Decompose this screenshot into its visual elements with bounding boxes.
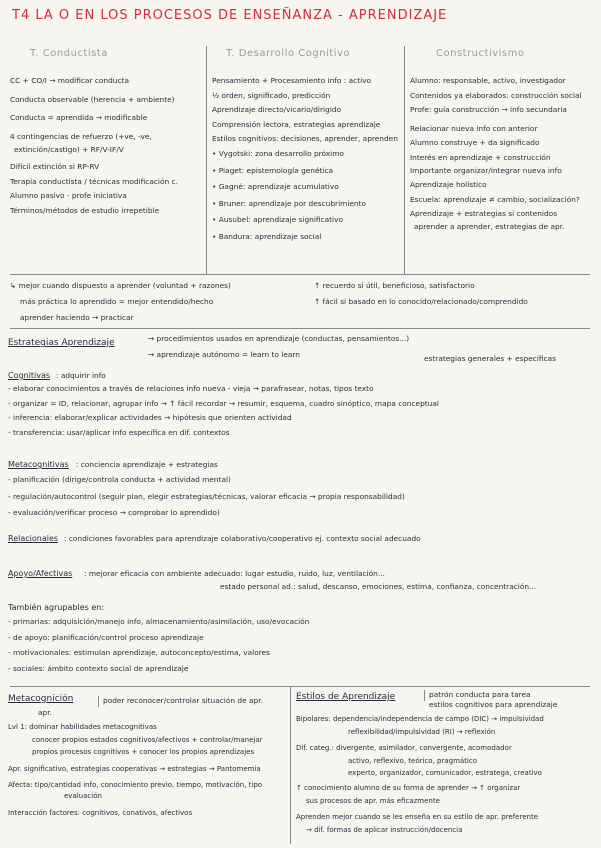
conductismo-list xyxy=(10,76,202,216)
tambien-item: - motivacionales: estimulan aprendizaje, autoconcepto/estima, valores xyxy=(8,648,270,658)
constructivismo-line: Escuela: aprendizaje ≠ cambio, socialización? xyxy=(410,194,580,204)
estilos-item: Aprenden mejor cuando se les enseña en su estilo de apr. preferente xyxy=(296,813,539,822)
cognitivo-heading: T. Desarrollo Cognitivo xyxy=(226,48,351,59)
estrategias-definition: → procedimientos usados en aprendizaje (conductas, pensamientos...) xyxy=(148,334,410,343)
page-title: T4 LA O EN LOS PROCESOS DE ENSEÑANZA - APRENDIZAJE xyxy=(12,8,448,23)
cognitivo-line: Pensamiento + Procesamiento info : activo xyxy=(212,76,372,85)
estrategias-note: estrategias generales + específicas xyxy=(424,354,557,363)
section-divider xyxy=(10,274,590,275)
constructivismo-line: Relacionar nueva info con anterior xyxy=(410,123,538,133)
metacognicion-item: conocer propios estados cognitivos/afectivos + controlar/manejar xyxy=(32,735,263,744)
metacognitivas-heading: Metacognitivas xyxy=(8,460,69,469)
cognitivo-line: • Bandura: aprendizaje social xyxy=(212,231,322,241)
conductismo-line: Términos/métodos de estudio irrepetible xyxy=(10,205,160,215)
estilos-list xyxy=(296,714,544,835)
summary-left-line: aprender haciendo → practicar xyxy=(20,313,134,322)
estilos-item: → dif. formas de aplicar instrucción/docencia xyxy=(306,825,463,834)
estilos-definition: estilos cognitivos para aprendizaje xyxy=(429,700,558,709)
metacognicion-item: Interacción factores: cognitivos, conativos, afectivos xyxy=(8,808,193,817)
column-divider xyxy=(404,46,405,274)
estrategias-definition: → aprendizaje autónomo = learn to learn xyxy=(148,350,300,359)
tambien-heading: También agrupables en: xyxy=(8,603,105,612)
tambien-item: - primarias: adquisición/manejo info, almacenamiento/asimilación, uso/evocación xyxy=(8,617,310,626)
summary-left-line: ↳ mejor cuando dispuesto a aprender (voluntad + razones) xyxy=(10,281,231,290)
cognitivas-list xyxy=(8,384,439,438)
cognitivo-line: Comprensión lectora, estrategias aprendizaje xyxy=(212,119,381,129)
conductismo-line: extinción/castigo) + RF/V-IF/V xyxy=(14,145,124,155)
metacognicion-list xyxy=(8,722,263,818)
estilos-definition: patrón conducta para tarea xyxy=(424,690,531,701)
cognitivas-definition: : adquirir info xyxy=(56,371,106,380)
column-divider xyxy=(206,46,207,274)
conductismo-line: Alumno pasivo - profe iniciativa xyxy=(10,191,127,201)
metacognitivas-item: - planificación (dirige/controla conducta + actividad mental) xyxy=(8,475,231,484)
conductismo-line: Conducta = aprendida → modificable xyxy=(10,113,148,123)
summary-left-line: más práctica lo aprendido = mejor entendido/hecho xyxy=(20,297,214,306)
summary-right-line: ↑ recuerdo si útil, beneficioso, satisfactorio xyxy=(314,281,475,290)
cognitivo-line: Aprendizaje directo/vicario/dirigido xyxy=(212,105,342,115)
apoyo-definition: estado personal ad.: salud, descanso, emociones, estima, confianza, concentración... xyxy=(220,582,537,591)
estrategias-heading: Estrategias Aprendizaje xyxy=(8,338,115,348)
metacognicion-item: evaluación xyxy=(64,791,102,800)
apoyo-definition: : mejorar eficacia con ambiente adecuado: lugar estudio, ruido, luz, ventilación... xyxy=(84,569,385,578)
metacognicion-item: Apr. significativo, estrategias cooperativas → estrategias → Pantomemia xyxy=(8,764,261,773)
constructivismo-heading: Constructivismo xyxy=(436,48,525,59)
tambien-item: - de apoyo: planificación/control proceso aprendizaje xyxy=(8,632,204,642)
constructivismo-line: Contenidos ya elaborados: construcción social xyxy=(410,90,582,100)
cognitivas-item: - elaborar conocimientos a través de relaciones info nueva - vieja → parafrasear, notas, tipos texto xyxy=(8,384,374,393)
constructivismo-line: Aprendizaje + estrategias si contenidos xyxy=(410,209,558,219)
cognitivo-line: • Piaget: epistemología genética xyxy=(212,165,334,175)
constructivismo-line: Alumno: responsable, activo, investigador xyxy=(410,76,566,85)
metacognicion-item: Afecta: tipo/cantidad info, conocimiento previo, tiempo, motivación, tipo xyxy=(8,781,263,790)
constructivismo-list xyxy=(410,76,598,233)
cognitivas-item: - organizar = ID, relacionar, agrupar info → ↑ fácil recordar → resumir, esquema, cuadro sinóptico, mapa conceptual xyxy=(8,398,439,408)
conductismo-line: Conducta observable (herencia + ambiente) xyxy=(10,94,175,104)
cognitivo-line: ½ orden, significado, predicción xyxy=(212,90,331,100)
cognitivo-line: • Ausubel: aprendizaje significativo xyxy=(212,215,343,225)
metacognicion-item: Lvl 1: dominar habilidades metacognitivas xyxy=(8,723,157,731)
conductismo-line: 4 contingencias de refuerzo (+ve, -ve, xyxy=(10,131,152,141)
constructivismo-line: aprender a aprender, estrategias de apr. xyxy=(414,221,565,231)
conductismo-line: Difícil extinción si RP-RV xyxy=(10,161,100,171)
estilos-item: ↑ conocimiento alumno de su forma de aprender → ↑ organizar xyxy=(296,783,521,792)
estilos-item: sus procesos de apr. más eficazmente xyxy=(306,796,440,805)
column-divider xyxy=(290,686,291,844)
estilos-item: experto, organizador, comunicador, estratega, creativo xyxy=(348,769,542,778)
cognitivo-line: Estilos cognitivos: decisiones, aprender, aprenden xyxy=(212,134,398,144)
estilos-item: activo, reflexivo, teórico, pragmático xyxy=(348,756,478,765)
conductismo-line: CC + CO/I → modificar conducta xyxy=(10,76,129,85)
constructivismo-line: Alumno construye + da significado xyxy=(410,138,540,148)
constructivismo-line: Importante organizar/integrar nueva info xyxy=(410,165,562,175)
metacognicion-item: propios procesos cognitivos + conocer los propios aprendizajes xyxy=(32,748,255,757)
relacionales-definition: : condiciones favorables para aprendizaje colaborativo/cooperativo ej. contexto social adecuado xyxy=(64,534,421,543)
cognitivo-line: • Vygotski: zona desarrollo próximo xyxy=(212,148,344,158)
summary-right-line: ↑ fácil si basado en lo conocido/relacionado/comprendido xyxy=(314,297,528,306)
estilos-item: Bipolares: dependencia/independencia de campo (DIC) → impulsividad xyxy=(296,715,544,723)
constructivismo-line: Interés en aprendizaje + construcción xyxy=(410,152,551,162)
metacognicion-definition: poder reconocer/controlar situación de apr. xyxy=(98,696,263,707)
section-divider xyxy=(10,328,590,329)
conductismo-line: Terapia conductista / técnicas modificación c. xyxy=(10,176,178,186)
cognitivas-heading: Cognitivas xyxy=(8,371,51,380)
tambien-item: - sociales: ámbito contexto social de aprendizaje xyxy=(8,663,189,673)
cognitivas-item: - transferencia: usar/aplicar info específica en dif. contextos xyxy=(8,427,230,437)
section-divider xyxy=(10,686,590,687)
cognitivo-line: • Bruner: aprendizaje por descubrimiento xyxy=(212,198,367,208)
constructivismo-line: Profe: guía construcción → info secundaria xyxy=(410,105,567,115)
constructivismo-line: Aprendizaje holístico xyxy=(410,180,487,190)
estilos-heading: Estilos de Aprendizaje xyxy=(296,692,396,702)
tambien-list xyxy=(8,617,309,674)
metacognitivas-item: - regulación/autocontrol (seguir plan, elegir estrategias/técnicas, valorar eficacia → propia responsabilidad) xyxy=(8,491,405,501)
metacognitivas-item: - evaluación/verificar proceso → comprobar lo aprendido) xyxy=(8,508,220,518)
relacionales-heading: Relacionales xyxy=(8,534,59,543)
metacognitivas-definition: : conciencia aprendizaje + estrategias xyxy=(76,460,218,469)
apoyo-heading: Apoyo/Afectivas xyxy=(8,569,73,578)
metacognicion-heading: Metacognición xyxy=(8,694,74,704)
estilos-item: reflexibilidad/impulsividad (RI) → reflexión xyxy=(348,727,496,736)
conductismo-heading: T. Conductista xyxy=(30,48,108,59)
cognitivo-list xyxy=(212,76,402,243)
metacognitivas-list xyxy=(8,475,405,519)
estilos-item: Dif. categ.: divergente, asimilador, convergente, acomodador xyxy=(296,744,512,753)
metacognicion-sub: apr. xyxy=(38,708,52,717)
cognitivo-line: • Gagné: aprendizaje acumulativo xyxy=(212,182,339,192)
cognitivas-item: - inferencia: elaborar/explicar actividades → hipótesis que orienten actividad xyxy=(8,413,292,423)
